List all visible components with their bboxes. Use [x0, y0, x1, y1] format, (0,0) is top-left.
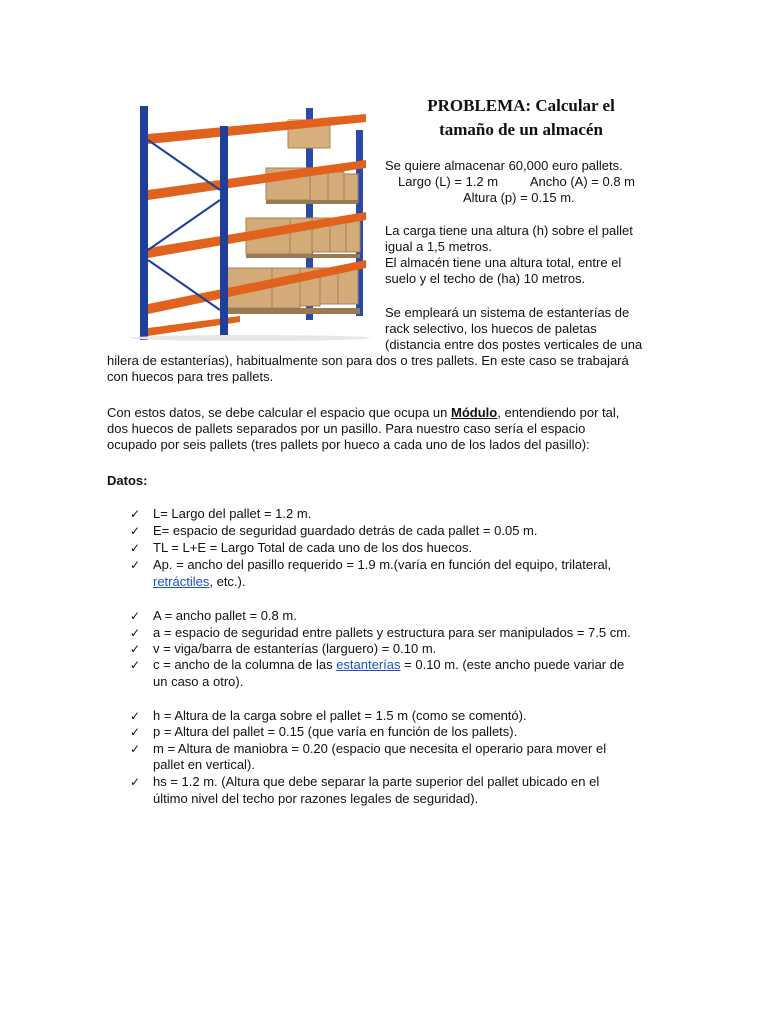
check-icon: ✓ [130, 558, 141, 572]
modulo-line-2: dos huecos de pallets separados por un pasillo. Para nuestro caso sería el espacio [107, 421, 586, 436]
item-altura-carga: h = Altura de la carga sobre el pallet = 1.5 m (como se comentó). [153, 708, 527, 723]
item-columna-cont: un caso a otro). [153, 674, 244, 689]
modulo-l1-pre: Con estos datos, se debe calcular el espacio que ocupa un [107, 405, 452, 420]
modulo-line-3: ocupado por seis pallets (tres pallets por hueco a cada uno de los lados del pasillo): [107, 437, 590, 452]
item-viga: v = viga/barra de estanterías (larguero) = 0.10 m. [153, 641, 437, 656]
item-ancho-pasillo-tail: , etc.). [209, 574, 246, 589]
item-ancho-pasillo: Ap. = ancho del pasillo requerido = 1.9 m.(varía en función del equipo, trilateral, [153, 557, 612, 572]
item-altura-pallet: p = Altura del pallet = 0.15 (que varía en función de los pallets). [153, 724, 518, 739]
intro-line-2: Largo (L) = 1.2 m Ancho (A) = 0.8 m [398, 174, 635, 189]
check-icon: ✓ [130, 658, 141, 672]
item-ancho-pallet: A = ancho pallet = 0.8 m. [153, 608, 297, 623]
modulo-term: Módulo [451, 405, 498, 420]
intro-line-1: Se quiere almacenar 60,000 euro pallets. [385, 158, 623, 173]
check-icon: ✓ [130, 642, 141, 656]
carga-line-4: suelo y el techo de (ha) 10 metros. [385, 271, 586, 286]
pallet-rack-illustration [120, 100, 372, 342]
item-columna [153, 657, 624, 673]
check-icon: ✓ [130, 775, 141, 789]
check-icon: ✓ [130, 541, 141, 555]
check-icon: ✓ [130, 725, 141, 739]
item-hs: hs = 1.2 m. (Altura que debe separar la parte superior del pallet ubicado en el [153, 774, 600, 789]
sistema-line-3: (distancia entre dos postes verticales de una [385, 337, 643, 352]
item-largo: L= Largo del pallet = 1.2 m. [153, 506, 312, 521]
sistema-line-2: rack selectivo, los huecos de paletas [385, 321, 597, 336]
estanterias-link[interactable]: estanterías [336, 657, 401, 672]
item-espacio-pallets: a = espacio de seguridad entre pallets y estructura para ser manipulados = 7.5 cm. [153, 625, 631, 640]
item-ancho-pasillo-cont [153, 574, 245, 590]
sistema-line-1: Se empleará un sistema de estanterías de [385, 305, 630, 320]
check-icon: ✓ [130, 742, 141, 756]
modulo-line-1 [107, 405, 619, 421]
item-largo-total: TL = L+E = Largo Total de cada uno de los dos huecos. [153, 540, 473, 555]
item-hs-cont: último nivel del techo por razones legales de seguridad). [153, 791, 479, 806]
title-line-2: tamaño de un almacén [439, 120, 603, 139]
carga-line-3: El almacén tiene una altura total, entre el [385, 255, 622, 270]
check-icon: ✓ [130, 626, 141, 640]
sistema-line-4: hilera de estanterías), habitualmente son para dos o tres pallets. En este caso se trabajará [107, 353, 629, 368]
sistema-line-5: con huecos para tres pallets. [107, 369, 274, 384]
check-icon: ✓ [130, 709, 141, 723]
retractiles-link[interactable]: retráctiles [153, 574, 210, 589]
item-espacio-seguridad: E= espacio de seguridad guardado detrás de cada pallet = 0.05 m. [153, 523, 538, 538]
item-altura-maniobra-cont: pallet en vertical). [153, 757, 255, 772]
datos-heading: Datos: [107, 473, 148, 488]
check-icon: ✓ [130, 507, 141, 521]
item-altura-maniobra: m = Altura de maniobra = 0.20 (espacio que necesita el operario para mover el [153, 741, 607, 756]
item-columna-post: = 0.10 m. (este ancho puede variar de [400, 657, 625, 672]
item-columna-pre: c = ancho de la columna de las [153, 657, 337, 672]
modulo-l1-post: , entendiendo por tal, [497, 405, 620, 420]
page-title [380, 94, 662, 142]
check-icon: ✓ [130, 524, 141, 538]
title-line-1: PROBLEMA: Calcular el [427, 96, 615, 115]
intro-line-3: Altura (p) = 0.15 m. [463, 190, 575, 205]
carga-line-1: La carga tiene una altura (h) sobre el pallet [385, 223, 633, 238]
check-icon: ✓ [130, 609, 141, 623]
carga-line-2: igual a 1,5 metros. [385, 239, 492, 254]
